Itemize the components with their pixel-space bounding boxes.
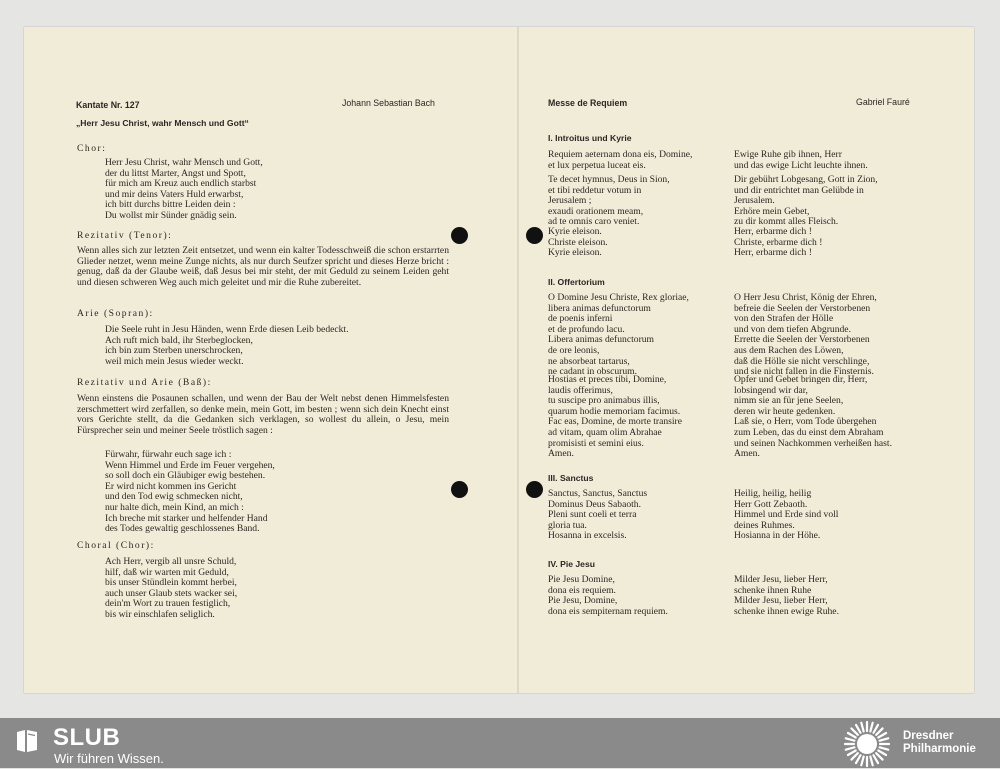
- logo-ray: [876, 728, 882, 734]
- logo-ray: [851, 753, 857, 759]
- slub-book-icon: [14, 728, 40, 754]
- logo-ray: [848, 751, 856, 756]
- german-text: Opfer und Gebet bringen dir, Herr, lobsingend wir dar, nimm sie an für jene Seelen, deren wir heute gedenken. Laß sie, o Herr, vom Tode übergehen zum Leben, das du einst dem Abraham und seinen Nachkommen verheißen hast. Amen.: [734, 374, 892, 460]
- logo-ray: [870, 757, 872, 766]
- logo-ray: [856, 725, 861, 733]
- composer-faure: Gabriel Fauré: [856, 97, 910, 107]
- dresdner-philharmonie-logo[interactable]: [842, 719, 892, 769]
- logo-ray: [870, 723, 872, 732]
- logo-ray: [880, 747, 889, 749]
- latin-text: Requiem aeternam dona eis, Domine, et lux perpetua luceat eis.: [548, 149, 693, 171]
- logo-ray: [878, 733, 886, 738]
- chor-text: Herr Jesu Christ, wahr Mensch und Gott, der du littst Marter, Angst und Spott, für mich am Kreuz auch endlich starbst und mir deins Vaters Huld erwarbst, ich bitt durchs bittre Leiden dein : Du wollst mir Sünder gnädig sein.: [105, 157, 263, 221]
- latin-text: Te decet hymnus, Deus in Sion, et tibi reddetur votum in Jerusalem ; exaudi orationem meam, ad te omnis caro veniet.: [548, 174, 670, 228]
- latin-text: Kyrie eleison. Christe eleison. Kyrie eleison.: [548, 226, 608, 259]
- cantata-subtitle: „Herr Jesu Christ, wahr Mensch und Gott“: [76, 118, 249, 128]
- program-sheet: [24, 27, 974, 693]
- section-label-rezitativ-tenor: Rezitativ (Tenor):: [77, 230, 173, 241]
- latin-text: Pie Jesu Domine, dona eis requiem. Pie Jesu, Domine, dona eis sempiternam requiem.: [548, 574, 668, 617]
- section-label-chor: Chor:: [77, 143, 107, 154]
- logo-ray: [874, 725, 879, 733]
- section-title-sanctus: III. Sanctus: [548, 473, 594, 483]
- section-title-pie-jesu: IV. Pie Jesu: [548, 559, 595, 569]
- punch-hole: [526, 227, 543, 244]
- slub-tagline: Wir führen Wissen.: [54, 751, 164, 766]
- requiem-title: Messe de Requiem: [548, 98, 628, 108]
- choral-text: Ach Herr, vergib all unsre Schuld, hilf, daß wir warten mit Geduld, bis unser Stündlein kommt herbei, auch unser Glaub stets wacker sei, dein'm Wort zu trauen festiglich, bis wir einschlafen seliglich.: [105, 556, 238, 620]
- german-text: Milder Jesu, lieber Herr, schenke ihnen Ruhe Milder Jesu, lieber Herr, schenke ihnen ewige Ruhe.: [734, 574, 839, 617]
- punch-hole: [451, 481, 468, 498]
- logo-ray: [848, 733, 856, 738]
- logo-ray: [861, 757, 863, 766]
- logo-ray: [874, 755, 879, 763]
- slub-name[interactable]: SLUB: [53, 724, 121, 751]
- logo-ray: [846, 747, 855, 749]
- punch-hole: [451, 227, 468, 244]
- german-text: Heilig, heilig, heilig Herr Gott Zebaoth. Himmel und Erde sind voll deines Ruhmes. Hosianna in der Höhe.: [734, 488, 839, 542]
- german-text: Herr, erbarme dich ! Christe, erbarme dich ! Herr, erbarme dich !: [734, 226, 823, 259]
- section-label-choral: Choral (Chor):: [77, 540, 155, 551]
- logo-ray: [846, 738, 855, 740]
- logo-ray: [851, 728, 857, 734]
- arie-sopran-text: Die Seele ruht in Jesu Händen, wenn Erde diesen Leib bedeckt. Ach ruft mich bald, ihr Sterbeglocken, ich bin zum Sterben unerschrocken, weil mich mein Jesus wieder weckt.: [105, 324, 349, 367]
- logo-ray: [856, 755, 861, 763]
- composer-bach: Johann Sebastian Bach: [342, 98, 435, 108]
- punch-hole: [526, 481, 543, 498]
- cantata-title: Kantate Nr. 127: [76, 100, 140, 110]
- german-text: Dir gebührt Lobgesang, Gott in Zion, und dir entrichtet man Gelübde in Jerusalem. Erhöre mein Gebet, zu dir kommt alles Fleisch.: [734, 174, 878, 228]
- rezitativ-bass-text: Wenn einstens die Posaunen schallen, und wenn der Bau der Welt nebst denen Himmelsfesten zerschmettert wird zerfallen, so denke mein, mein Gott, im besten ; wenn sich dein Knecht einst vors Gerichte stellt, da die Gedanken sich verklagen, so wollest du allein, o Jesu, mein Fürsprecher sein und meiner Seele tröstlich sagen :: [77, 393, 449, 436]
- german-text: Ewige Ruhe gib ihnen, Herr und das ewige Licht leuchte ihnen.: [734, 149, 868, 171]
- section-title-introitus: I. Introitus und Kyrie: [548, 133, 632, 143]
- latin-text: Sanctus, Sanctus, Sanctus Dominus Deus Sabaoth. Pleni sunt coeli et terra gloria tua. Hosanna in excelsis.: [548, 488, 648, 542]
- section-label-arie-sopran: Arie (Sopran):: [77, 308, 154, 319]
- orchestra-name[interactable]: Dresdner Philharmonie: [903, 730, 976, 755]
- logo-ray: [880, 738, 889, 740]
- latin-text: O Domine Jesu Christe, Rex gloriae, libera animas defunctorum de poenis inferni et de profundo lacu. Libera animas defunctorum de ore leonis, ne absorbeat tartarus, ne cadant in obscurum.: [548, 292, 689, 378]
- section-title-offertorium: II. Offertorium: [548, 277, 605, 287]
- arie-bass-text: Fürwahr, fürwahr euch sage ich : Wenn Himmel und Erde im Feuer vergehen, so soll doch ein Gläubiger ewig bestehen. Er wird nicht kommen ins Gericht und den Tod ewig schmecken nicht, nur halte dich, mein Kind, an mich : Ich breche mit starker und helfender Hand des Todes gewaltig geschlossenes Band.: [105, 449, 275, 535]
- center-fold: [517, 27, 519, 693]
- german-text: O Herr Jesu Christ, König der Ehren, befreie die Seelen der Verstorbenen von den Strafen der Hölle und von dem tiefen Abgrunde. Errette die Seelen der Verstorbenen aus dem Rachen des Löwen, daß die Hölle sie nicht verschlinge, und sie nicht fallen in die Finsternis.: [734, 292, 877, 378]
- rezitativ-tenor-text: Wenn alles sich zur letzten Zeit entsetzet, und wenn ein kalter Todesschweiß die schon erstarrten Glieder netzet, wenn meine Zunge nichts, als nur durch Seufzer spricht und dieses Herze bricht : genug, daß da der Glaube weiß, daß Jesus bei mir steht, der mit Geduld zu seinem Leiden geht und diesen schweren Weg auch mich geleitet und mir die Ruhe zubereitet.: [77, 245, 449, 288]
- logo-ray: [878, 751, 886, 756]
- latin-text: Hostias et preces tibi, Domine, laudis offerimus, tu suscipe pro animabus illis, quarum hodie memoriam facimus. Fac eas, Domine, de morte transire ad vitam, quam olim Abrahae promisisti et semini eius. Amen.: [548, 374, 682, 460]
- section-label-rezitativ-bass: Rezitativ und Arie (Baß):: [77, 377, 212, 388]
- logo-ray: [876, 753, 882, 759]
- logo-ray: [861, 723, 863, 732]
